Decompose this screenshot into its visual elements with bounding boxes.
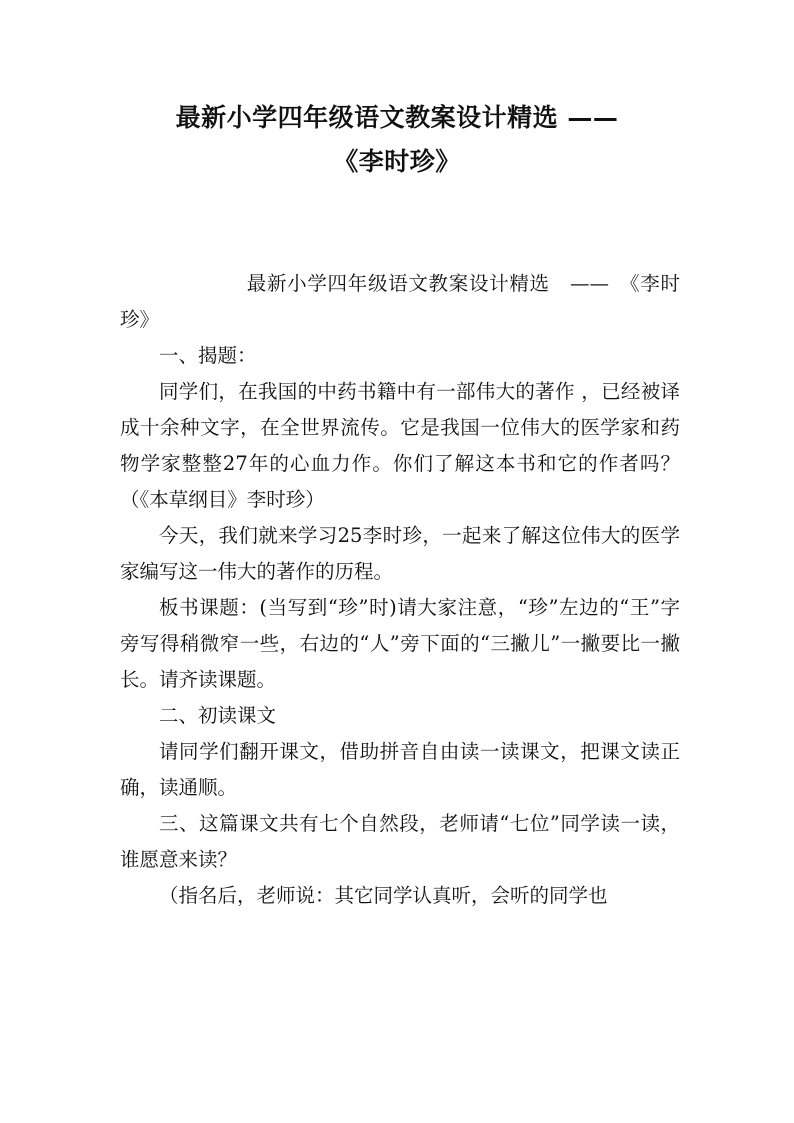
paragraph-introduction: 同学们，在我国的中药书籍中有一部伟大的著作 ，已经被译成十余种文字，在全世界流传。它是我国一位伟大的医学家和药物学家整整27年的心血力作。你们了解这本书和它的作者吗？（《本草纲目》李时珍） — [120, 380, 680, 511]
title-line-1: 最新小学四年级语文教案设计精选 —— — [175, 103, 619, 132]
section-heading-reveal-title: 一、揭题： — [159, 344, 257, 367]
title-line-2: 《李时珍》 — [333, 147, 461, 176]
paragraph-seven-sections: 三、这篇课文共有七个自然段，老师请“七位”同学读一读，谁愿意来读？ — [120, 812, 680, 871]
section-heading-first-reading: 二、初读课文 — [159, 704, 277, 727]
document-title — [0, 96, 794, 184]
paragraph-intro-title: 最新小学四年级语文教案设计精选 —— 《李时珍》 — [120, 272, 680, 331]
document-body — [120, 266, 680, 914]
paragraph-board-title: 板书课题：(当写到“珍”时)请大家注意，“珍”左边的“王”字旁写得稍微窄一些，右边的“人”旁下面的“三撇儿”一撇要比一撇长。请齐读课题。 — [120, 596, 680, 691]
paragraph-teacher-note: （指名后，老师说：其它同学认真听，会听的同学也 — [159, 884, 608, 907]
paragraph-open-text: 请同学们翻开课文，借助拼音自由读一读课文，把课文读正确，读通顺。 — [120, 740, 680, 799]
paragraph-today: 今天，我们就来学习25李时珍，一起来了解这位伟大的医学家编写这一伟大的著作的历程。 — [120, 524, 680, 583]
